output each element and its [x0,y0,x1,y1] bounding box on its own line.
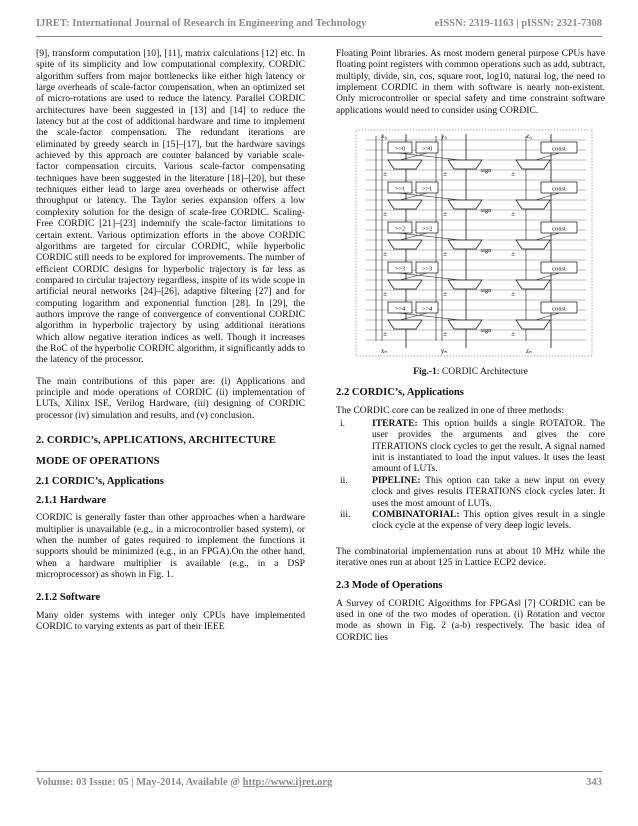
cross-wire [400,233,427,240]
output-label: yₙ [440,347,448,356]
shift-y-label: >>1 [421,185,433,193]
input-label: z₀ [526,132,532,141]
add-sub-label: ± [443,330,447,339]
adder-unit [516,280,550,289]
method-item [336,509,605,532]
adder-unit [448,280,482,289]
add-sub-label: ± [511,210,515,219]
right-column [336,48,605,653]
cross-wire [536,273,559,280]
method-item [336,475,605,509]
method-text: This option gives result in a single clock cycle at the expense of very deep logic levels. [372,508,605,532]
shift-y-label: >>4 [421,305,433,313]
shift-y-label: >>3 [421,265,433,273]
const-label: const [552,185,566,193]
adder-unit [448,200,482,209]
add-sub-label: ± [383,210,387,219]
cross-wire [400,313,427,320]
add-sub-label: ± [443,290,447,299]
shift-x-label: >>1 [394,185,406,193]
add-sub-label: ± [511,330,515,339]
const-label: const [552,145,566,153]
add-sub-label: ± [443,250,447,259]
cross-wire [536,153,559,160]
figure-caption-label: Fig.-1 [413,366,437,378]
header-rule [36,36,602,37]
sign-label: sign [480,167,492,175]
issn: eISSN: 2319-1163 | pISSN: 2321-7308 [434,18,602,29]
adder-unit [516,160,550,169]
method-number: ii. [340,474,348,486]
right-paragraph-3: The combinatorial implementation runs at about 10 MHz while the iterative ones run at about 125 in Lattice ECP2 device. [336,545,605,568]
add-sub-label: ± [443,170,447,179]
adder-unit [388,320,422,329]
footer-volume-text: Volume: 03 Issue: 05 | May-2014, Available @ [36,777,243,788]
shift-x-label: >>0 [394,145,406,153]
method-name: ITERATE: [372,418,418,430]
right-paragraph-4: A Survey of CORDIC Algorithms for FPGAs‖ [7] CORDIC can be used in one of the two modes of operation. (i) Rotation and vector mode as shown in Fig. 2 (a-b) respectively. The basic idea of CORDIC lies [336,597,605,643]
left-paragraph-1: [9], transform computation [10], [11], matrix calculations [12] etc. In spite of its simplicity and low computational complexity, CORDIC algorithm suffers from major bottlenecks like either high latency or large overheads of scale-factor compensation, when an optimized set of micro-rotations are used to reduce the latency. Parallel CORDIC architectures have been suggested in [13] and [14] to reduce the latency but at the cost of additional hardware and time to implement the scale-factor compensation. The redundant iterations are eliminated by greedy search in [15]–[17], but the hardware savings achieved by this approach are counter balanced by variable scale-factor compensation circuits. Various scale-factor compensating techniques have been suggested in the literature [18]–[20], but these techniques either lead to large area overheads or otherwise affect throughput or latency. The Taylor series expansion offers a low complexity solution for the design of scale-free CORDIC. Scaling-Free CORDIC [21]–[23] indemnify the scale-factor limitations to certain extent. Various optimization efforts in the above CORDIC algorithms are targeted for circular CORDIC, while hyperbolic CORDIC still needs to be explored for improvements. The number of efficient CORDIC designs for hyperbolic trajectory is far less as compared to circular trajectory regardless, inspite of its wide scope in artificial neural networks [24]–[26], adaptive filtering [27] and for computing logarithm and exponential function [28]. In [29], the authors improve the range of convergence of conventional CORDIC algorithm in hyperbolic trajectory by using additional iterations which allow negative iteration indices as well. Though it increases the RoC of the hyperbolic CORDIC algorithm, it significantly adds to the latency of the processor. [36,48,305,366]
cross-wire [398,273,460,280]
adder-unit [388,200,422,209]
add-sub-label: ± [383,330,387,339]
sign-label: sign [480,207,492,215]
sign-label: sign [480,247,492,255]
method-name: COMBINATORIAL: [372,508,460,520]
adder-unit [516,320,550,329]
cross-wire [400,153,427,160]
figure-caption [336,366,605,377]
adder-unit [448,320,482,329]
left-paragraph-4: Many older systems with integer only CPUs have implemented CORDIC to varying extents as part of their IEEE [36,609,305,633]
method-number: iii. [340,508,351,520]
page-header [36,18,602,29]
left-paragraph-3: CORDIC is generally faster than other approaches when a hardware multiplier is unavailable (e.g., in a microcontroller based system), or when the number of gates required to implement the functions it supports should be minimized (e.g., in an FPGA).On the other hand, when a hardware multiplier is available (e.g., in a DSP microprocessor) as shown in Fig. 1. [36,512,305,581]
footer-rule [36,771,602,772]
input-label: x₀ [381,132,387,141]
footer-link[interactable]: http://www.ijret.org [242,777,333,788]
add-sub-label: ± [383,250,387,259]
right-paragraph-1: Floating Point libraries. As most modern general purpose CPUs have floating point registers with common operations such as add, subtract, multiply, divide, sin, cos, square root, log10, natural log, the need to implement CORDIC in them with software is nearly non-existent. Only microcontroller or special safety and time constraint software applications would need to consider using CORDIC. [336,48,605,116]
shift-y-label: >>2 [421,225,433,233]
subsection-2-2-heading: 2.2 CORDIC’s, Applications [336,387,464,399]
method-text: This option builds a single ROTATOR. The user provides the arguments and gives the core ITERATIONS clock cycles to get the result. A signal named init is instantiated to load the input values. It uses the least amount of LUTs. [372,418,605,475]
cross-wire [398,193,460,200]
add-sub-label: ± [383,170,387,179]
subsection-2-3-heading: 2.3 Mode of Operations [336,580,443,592]
shift-x-label: >>3 [394,265,406,273]
method-number: i. [340,418,346,430]
cross-wire [400,273,427,280]
page-number: 343 [586,777,602,788]
section-2-heading-cont: MODE OF OPERATIONS [36,456,160,468]
shift-x-label: >>4 [394,305,406,313]
add-sub-label: ± [383,290,387,299]
adder-unit [388,160,422,169]
left-paragraph-2: The main contributions of this paper are: (i) Applications and principle and mode operations of CORDIC (ii) implementation of LUTs, Xilinx ISE, Verilog Hardware, (iii) designing of CORDIC processor (iv) simulation and results, and (v) conclusion. [36,375,305,421]
adder-unit [448,160,482,169]
right-paragraph-2: The CORDIC core can be realized in one of three methods: [336,404,565,416]
figure-caption-text: : CORDIC Architecture [436,366,528,378]
const-label: const [552,225,566,233]
output-label: zₙ [526,347,532,356]
add-sub-label: ± [511,250,515,259]
cross-wire [398,313,460,320]
const-label: const [552,305,566,313]
add-sub-label: ± [511,290,515,299]
adder-unit [516,200,550,209]
cross-wire [400,193,427,200]
shift-x-label: >>2 [394,225,406,233]
output-label: xₙ [380,347,388,356]
input-label: y₀ [441,132,447,141]
cross-wire [536,313,559,320]
add-sub-label: ± [511,170,515,179]
subsection-2-1-2-heading: 2.1.2 Software [36,592,101,604]
adder-unit [388,240,422,249]
adder-unit [516,240,550,249]
cross-wire [398,153,460,160]
const-label: const [552,265,566,273]
method-name: PIPELINE: [372,474,421,486]
cross-wire [536,193,559,200]
subsection-2-1-1-heading: 2.1.1 Hardware [36,495,107,507]
cordic-architecture-figure [336,126,605,362]
cross-wire [398,233,460,240]
subsection-2-1-heading: 2.1 CORDIC’s, Applications [36,475,164,487]
journal-title: IJRET: International Journal of Research in Engineering and Technology [36,18,367,29]
shift-y-label: >>0 [421,145,433,153]
adder-unit [388,280,422,289]
sign-label: sign [480,287,492,295]
methods-list [336,418,605,531]
cross-wire [536,233,559,240]
method-item [336,418,605,475]
left-column [36,48,305,642]
page-footer [36,777,602,788]
footer-volume-info [36,777,332,788]
adder-unit [448,240,482,249]
sign-label: sign [480,327,492,335]
add-sub-label: ± [443,210,447,219]
section-2-heading: 2. CORDIC’s, APPLICATIONS, ARCHITECTURE [36,435,276,446]
method-text: This option can take a new input on every clock and gives results ITERATIONS clock cycles later. It uses the most amount of LUTs. [372,474,605,509]
